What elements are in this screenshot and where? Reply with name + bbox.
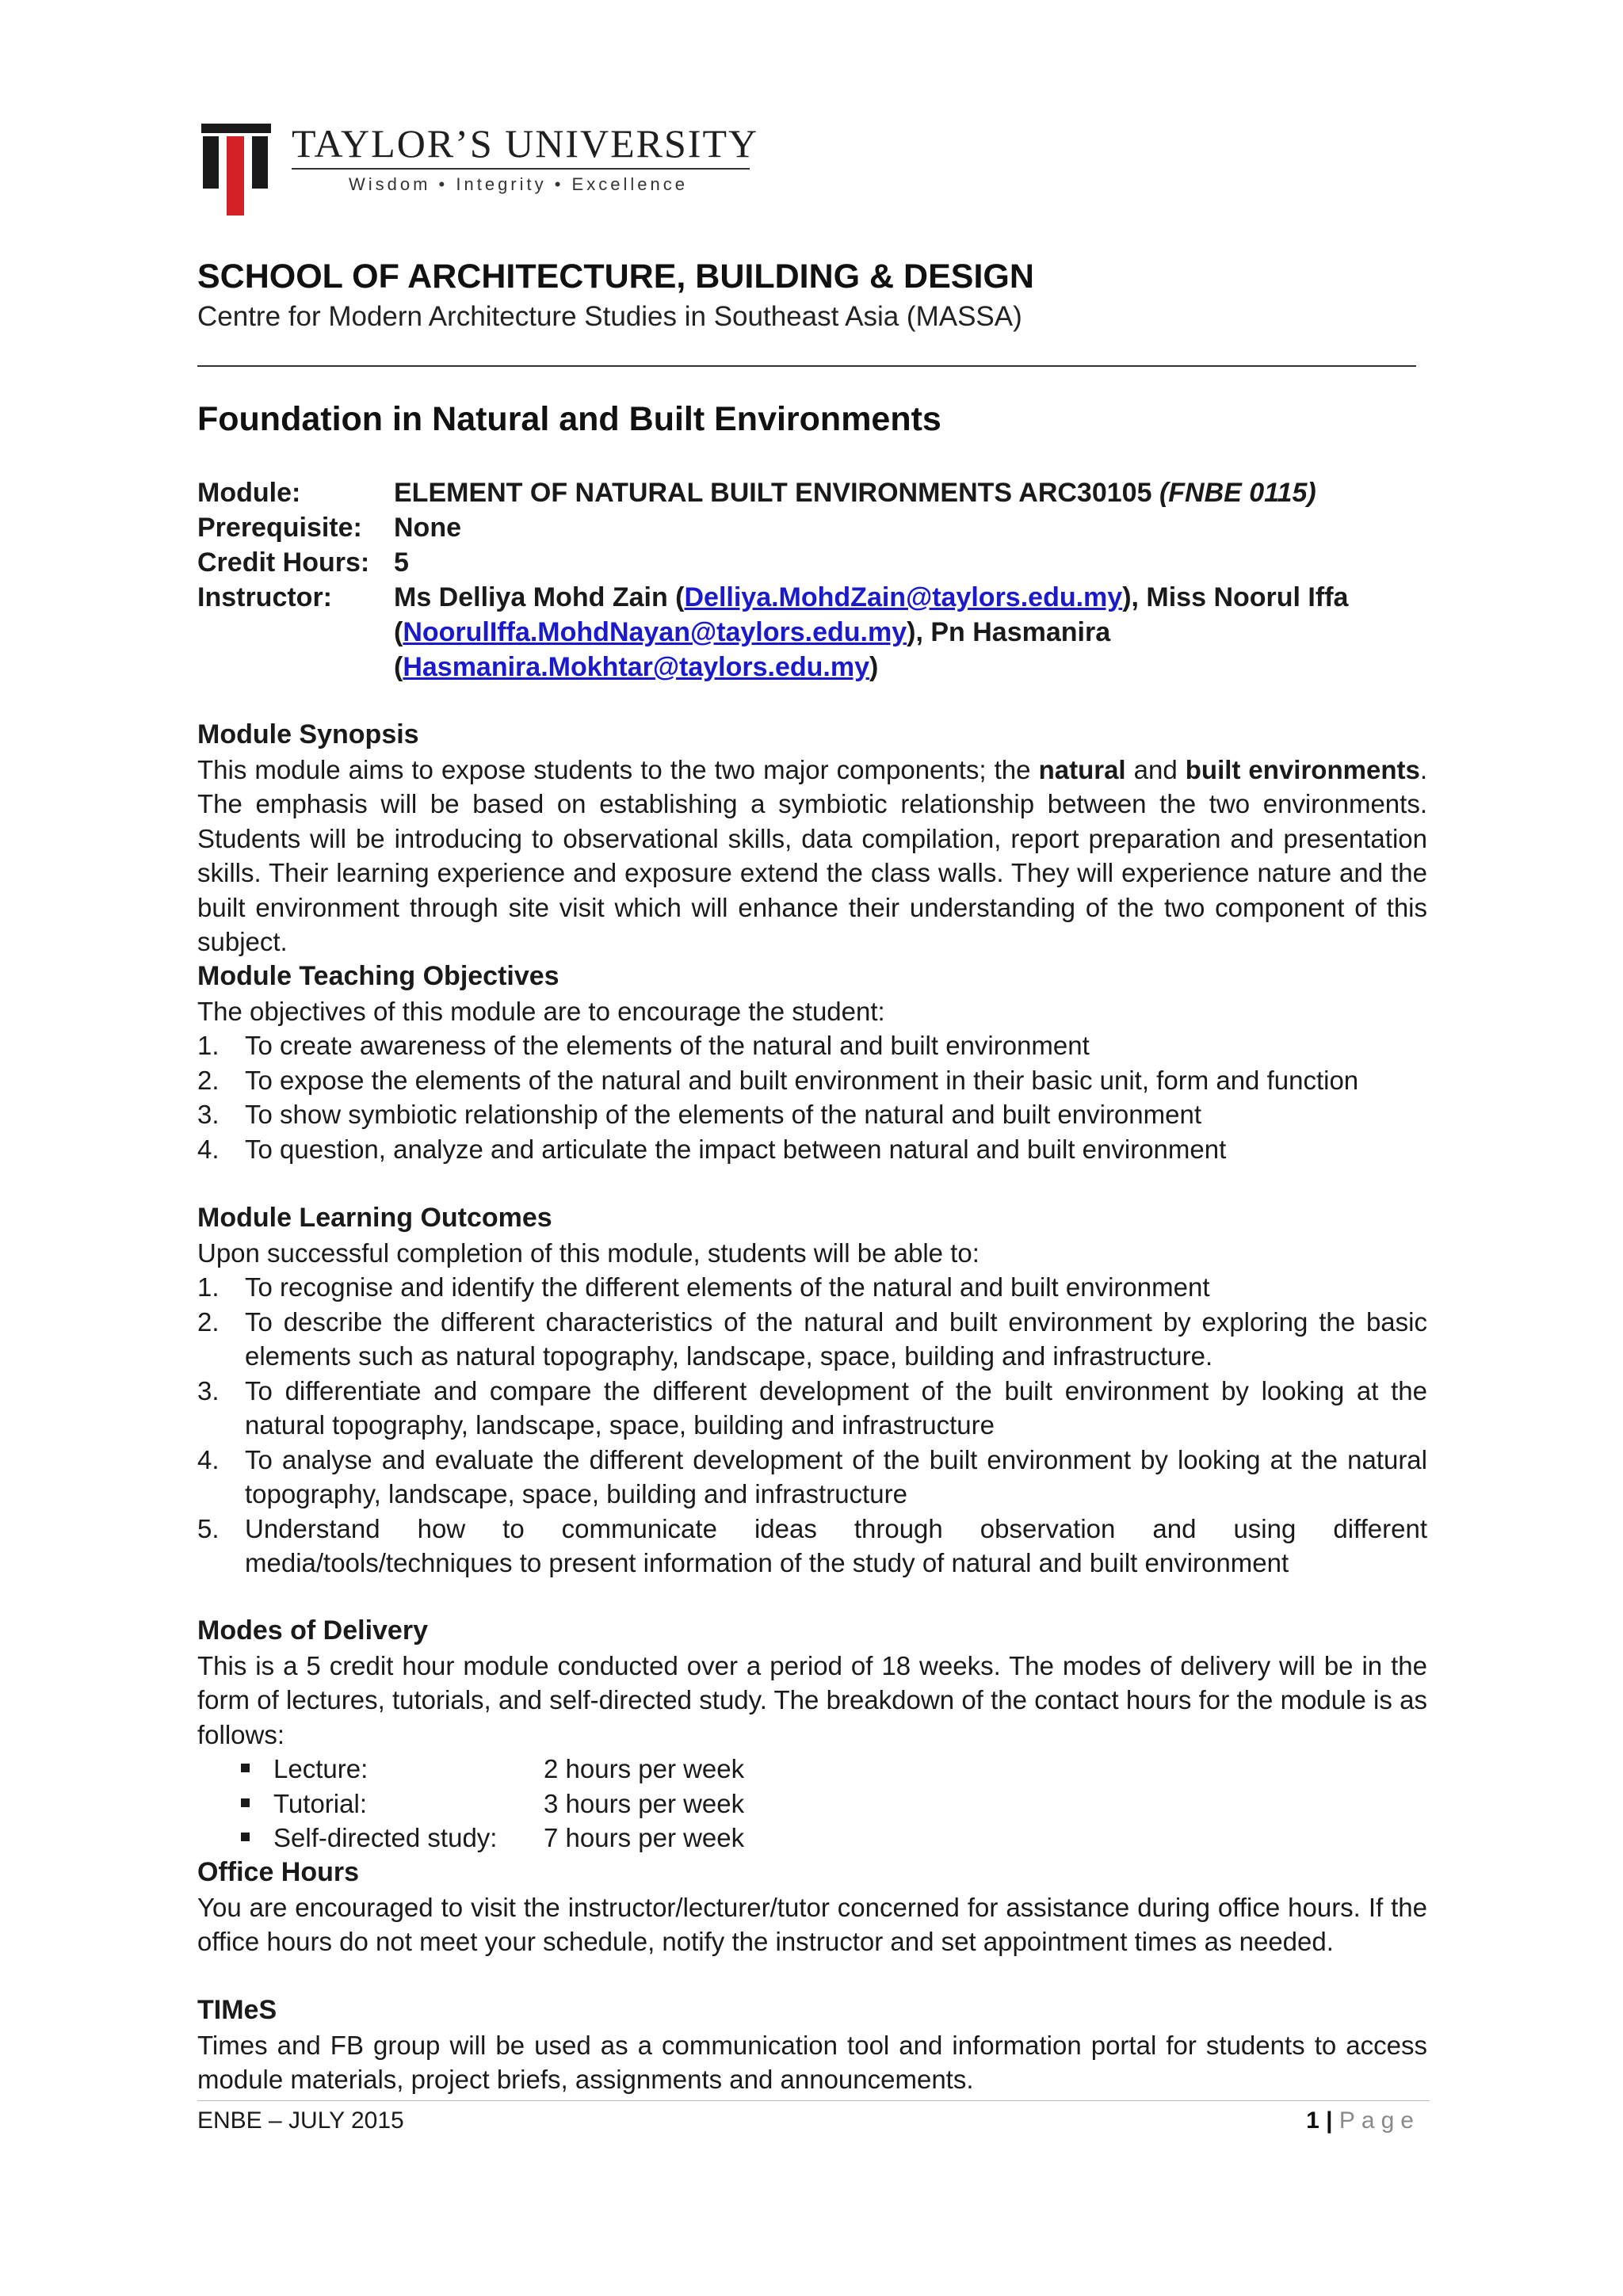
list-item: 4. To question, analyze and articulate the impact between natural and built environment: [197, 1134, 1227, 1164]
instructor-2-email-link[interactable]: NoorulIffa.MohdNayan@taylors.edu.my: [403, 617, 907, 647]
office-hours-section: [197, 1855, 1427, 1959]
bullet-icon: [241, 1764, 250, 1772]
outcomes-list: [197, 1270, 1427, 1581]
bullet-icon: [241, 1833, 250, 1841]
delivery-hours-list: [197, 1752, 1427, 1855]
program-title: Foundation in Natural and Built Environments: [197, 400, 941, 438]
centre-subtitle: Centre for Modern Architecture Studies in Southeast Asia (MASSA): [197, 301, 1022, 332]
instructor-line-2: (NoorulIffa.MohdNayan@taylors.edu.my), Pn Hasmanira: [394, 617, 1111, 647]
bullet-icon: [241, 1798, 250, 1807]
instructor-3-email-link[interactable]: Hasmanira.Mokhtar@taylors.edu.my: [403, 652, 870, 682]
module-value: ELEMENT OF NATURAL BUILT ENVIRONMENTS ARC30105 (FNBE 0115): [394, 478, 1316, 508]
objectives-section: [197, 959, 1427, 1166]
instructor-line-1: Ms Delliya Mohd Zain (Delliya.MohdZain@taylors.edu.my), Miss Noorul Iffa: [394, 582, 1349, 612]
times-text: Times and FB group will be used as a communication tool and information portal for students to access module materials, project briefs, assignments and announcements.: [197, 2030, 1427, 2094]
objectives-list: [197, 1028, 1427, 1166]
list-item: 1. To create awareness of the elements of the natural and built environment: [197, 1031, 1090, 1060]
list-item: Tutorial: 3 hours per week: [197, 1787, 1427, 1821]
objectives-intro: The objectives of this module are to encourage the student:: [197, 996, 885, 1026]
delivery-text: This is a 5 credit hour module conducted over a period of 18 weeks. The modes of delivery will be in the form of lectures, tutorials, and self-directed study. The breakdown of the contact hours for the module is as follows:: [197, 1650, 1427, 1749]
objectives-title: Module Teaching Objectives: [197, 961, 559, 991]
list-item: Self-directed study: 7 hours per week: [197, 1821, 1427, 1855]
prerequisite-label: Prerequisite:: [197, 513, 362, 543]
list-item: 5. Understand how to communicate ideas through observation and using different media/tools/techniques to present information of the study of natural and built environment: [197, 1513, 1427, 1577]
outcomes-title: Module Learning Outcomes: [197, 1203, 552, 1233]
logo-motto: Wisdom • Integrity • Excellence: [349, 174, 688, 194]
prerequisite-value: None: [394, 513, 461, 543]
credit-hours-value: 5: [394, 547, 409, 578]
university-crest-icon: [198, 120, 277, 219]
list-item: Lecture: 2 hours per week: [197, 1752, 1427, 1787]
synopsis-section: [197, 718, 1427, 959]
school-title: SCHOOL OF ARCHITECTURE, BUILDING & DESIGN: [197, 257, 1034, 296]
office-hours-text: You are encouraged to visit the instructor/lecturer/tutor concerned for assistance during office hours. If the office hours do not meet your schedule, notify the instructor and set appointment times as needed.: [197, 1892, 1427, 1956]
header-divider: [197, 365, 1416, 367]
instructor-line-3: (Hasmanira.Mokhtar@taylors.edu.my): [394, 652, 879, 682]
list-item: 1. To recognise and identify the different elements of the natural and built environment: [197, 1272, 1210, 1302]
instructor-label: Instructor:: [197, 582, 332, 612]
footer-divider: [197, 2100, 1430, 2101]
module-code: (FNBE 0115): [1159, 478, 1316, 508]
times-title: TIMeS: [197, 1995, 277, 2025]
page-number: 1 | Page: [1306, 2107, 1420, 2134]
list-item: 3. To show symbiotic relationship of the elements of the natural and built environment: [197, 1100, 1201, 1129]
credit-hours-label: Credit Hours:: [197, 547, 370, 578]
outcomes-section: [197, 1201, 1427, 1581]
office-hours-title: Office Hours: [197, 1857, 360, 1887]
outcomes-intro: Upon successful completion of this module, students will be able to:: [197, 1238, 980, 1268]
list-item: 4. To analyse and evaluate the different development of the built environment by looking at the natural topography, landscape, space, building and infrastructure: [197, 1444, 1427, 1508]
delivery-title: Modes of Delivery: [197, 1615, 428, 1646]
logo-divider: [292, 168, 750, 170]
synopsis-title: Module Synopsis: [197, 719, 419, 749]
footer-label: ENBE – JULY 2015: [197, 2107, 404, 2134]
delivery-section: [197, 1614, 1427, 1855]
university-logo: [198, 120, 759, 223]
list-item: 3. To differentiate and compare the different development of the built environment by looking at the natural topography, landscape, space, building and infrastructure: [197, 1375, 1427, 1440]
synopsis-text: This module aims to expose students to the two major components; the natural and built environments. The emphasis will be based on establishing a symbiotic relationship between the two environments. Students will be introducing to observational skills, data compilation, report preparation and presentation skills. Their learning experience and exposure extend the class walls. They will experience nature and the built environment through site visit which will enhance their understanding of the two component of this subject.: [197, 754, 1427, 956]
list-item: 2. To expose the elements of the natural and built environment in their basic unit, form and function: [197, 1065, 1359, 1095]
module-label: Module:: [197, 478, 301, 508]
list-item: 2. To describe the different characteristics of the natural and built environment by exploring the basic elements such as natural topography, landscape, space, building and infrastructure.: [197, 1306, 1427, 1371]
instructor-1-email-link[interactable]: Delliya.MohdZain@taylors.edu.my: [684, 582, 1123, 612]
times-section: [197, 1993, 1427, 2097]
logo-name: TAYLOR’S UNIVERSITY: [292, 121, 759, 166]
